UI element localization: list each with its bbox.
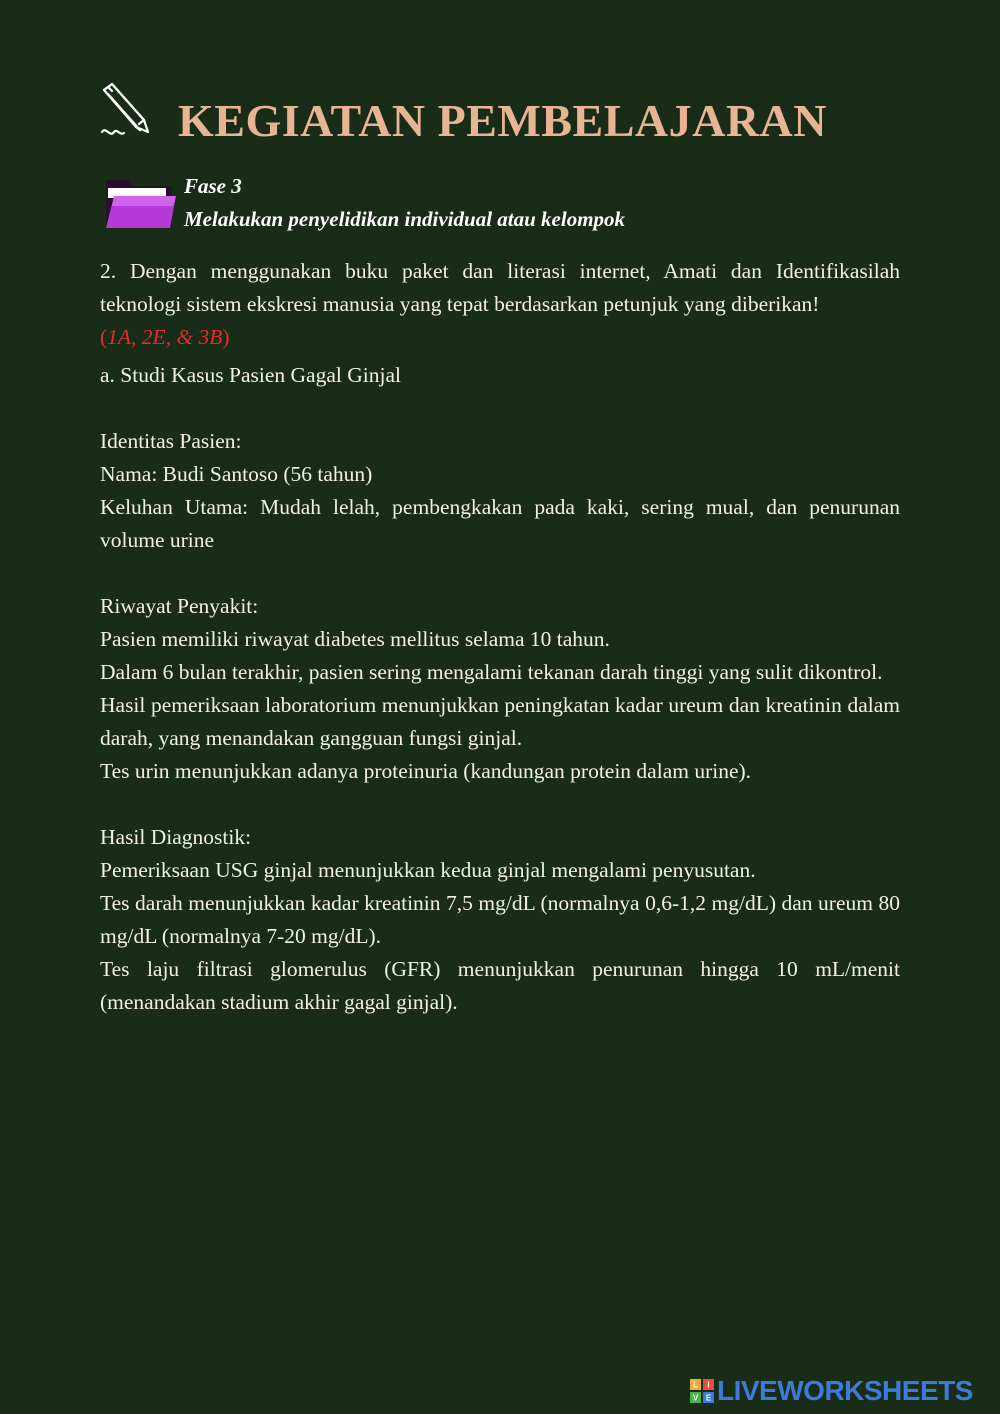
codes-text: 1A, 2E, & 3B [107, 325, 223, 349]
logo-grid-letter: V [692, 1393, 699, 1403]
phase-text [184, 170, 625, 236]
liveworksheets-logo-text: LIVEWORKSHEETS [717, 1375, 973, 1406]
task-instruction: 2. Dengan menggunakan buku paket dan literasi internet, Amati dan Identifikasilah teknologi sistem ekskresi manusia yang tepat berdasarkan petunjuk yang diberikan! [100, 259, 900, 316]
patient-complaint: Keluhan Utama: Mudah lelah, pembengkakan pada kaki, sering mual, dan penurunan volume urine [100, 495, 900, 552]
page-header [98, 80, 918, 150]
pencil-icon [98, 80, 156, 140]
phase-section [104, 170, 904, 236]
phase-description: Melakukan penyelidikan individual atau kelompok [184, 207, 626, 231]
folder-icon [104, 178, 176, 230]
phase-label: Fase 3 [184, 174, 242, 198]
history-item: Hasil pemeriksaan laboratorium menunjukkan peningkatan kadar ureum dan kreatinin dalam darah, yang menandakan gangguan fungsi ginjal. [100, 693, 900, 750]
diagnostic-item: Tes darah menunjukkan kadar kreatinin 7,5 mg/dL (normalnya 0,6-1,2 mg/dL) dan ureum 80 mg/dL (normalnya 7-20 mg/dL). [100, 891, 900, 948]
case-title: a. Studi Kasus Pasien Gagal Ginjal [100, 363, 401, 387]
diagnostic-heading: Hasil Diagnostik: [100, 825, 252, 849]
content-body [100, 255, 900, 1019]
codes-open-paren: ( [100, 325, 108, 349]
diagnostic-item: Pemeriksaan USG ginjal menunjukkan kedua ginjal mengalami penyusutan. [100, 858, 756, 882]
competency-codes [100, 321, 900, 354]
logo-grid-letter: L [693, 1380, 698, 1390]
identity-heading: Identitas Pasien: [100, 429, 242, 453]
history-item: Dalam 6 bulan terakhir, pasien sering mengalami tekanan darah tinggi yang sulit dikontrol. [100, 660, 883, 684]
page-title: KEGIATAN PEMBELAJARAN [178, 95, 827, 146]
history-heading: Riwayat Penyakit: [100, 594, 259, 618]
history-item: Tes urin menunjukkan adanya proteinuria (kandungan protein dalam urine). [100, 759, 752, 783]
diagnostic-item: Tes laju filtrasi glomerulus (GFR) menunjukkan penurunan hingga 10 mL/menit (menandakan stadium akhir gagal ginjal). [100, 957, 900, 1014]
patient-name: Nama: Budi Santoso (56 tahun) [100, 462, 373, 486]
history-item: Pasien memiliki riwayat diabetes mellitus selama 10 tahun. [100, 627, 610, 651]
logo-grid-letter: I [707, 1380, 710, 1390]
codes-close-paren: ) [222, 325, 230, 349]
liveworksheets-logo-icon [690, 1379, 714, 1403]
liveworksheets-logo[interactable] [690, 1376, 990, 1404]
logo-grid-letter: E [705, 1393, 712, 1403]
